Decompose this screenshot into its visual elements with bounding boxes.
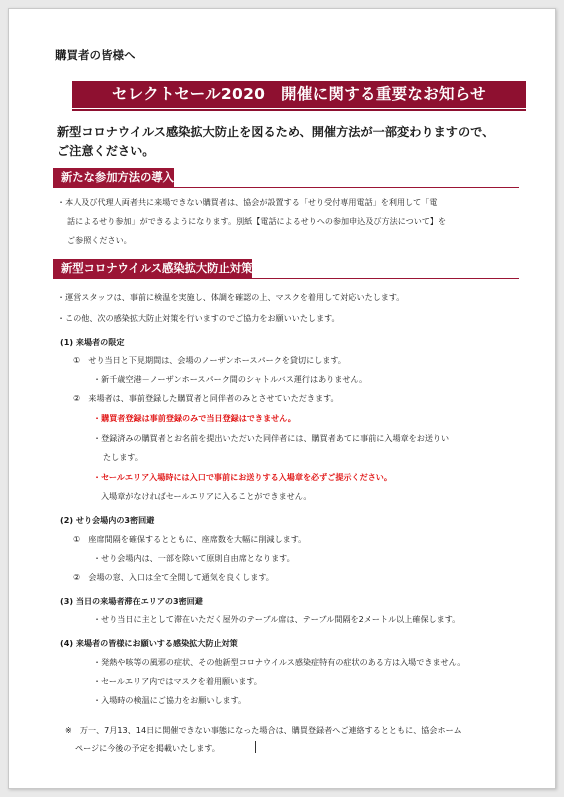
subsection-title: (1) 来場者の限定 (60, 337, 125, 347)
section2-lead-2: ・この他、次の感染拡大防止対策を行いますのでご協力をお願いいたします。 (57, 313, 340, 323)
list-item: 入場章がなければセールエリアに入ることができません。 (101, 491, 312, 501)
document-title: セレクトセール2020 開催に関する重要なお知らせ (112, 85, 486, 103)
list-item: ① せり当日と下見期間は、会場のノーザンホースパークを貸切にします。 (73, 355, 346, 365)
list-item: ・新千歳空港－ノーザンホースパーク間のシャトルバス運行はありません。 (93, 374, 368, 384)
subsection-title: (2) せり会場内の3密回避 (60, 515, 155, 525)
important-notice: ・セールエリア入場時には入口で事前にお送りする入場章を必ずご提示ください。 (93, 472, 392, 482)
subsection-title: (4) 来場者の皆様にお願いする感染拡大防止対策 (60, 638, 238, 648)
intro-line-1: 新型コロナウイルス感染拡大防止を図るため、開催方法が一部変わりますので、 (57, 125, 495, 139)
greeting: 購買者の皆様へ (55, 48, 136, 62)
notice-document (8, 8, 556, 789)
section-rule (53, 187, 519, 188)
subsection-title: (3) 当日の来場者滞在エリアの3密回避 (60, 596, 203, 606)
section-rule (53, 278, 519, 279)
list-item: ・発熱や咳等の風邪の症状、その他新型コロナウイルス感染症特有の症状のある方は入場できません。 (93, 657, 466, 667)
list-item: ・せり当日に主として滞在いただく屋外のテーブル席は、テーブル間隔を2メートル以上確保します。 (93, 614, 461, 624)
list-item: ・登録済みの購買者とお名前を提出いただいた同伴者には、購買者あてに事前に入場章をお送りい (93, 433, 450, 443)
footnote-line-1: ※ 万一、7月13、14日に開催できない事態になった場合は、購買登録者へご連絡するとともに、協会ホーム (65, 725, 462, 735)
list-item: ② 来場者は、事前登録した購買者と同伴者のみとさせていただきます。 (73, 393, 339, 403)
section1-line-3: ご参照ください。 (67, 235, 132, 245)
title-banner (72, 81, 526, 108)
section-heading-new-participation: 新たな参加方法の導入 (53, 168, 174, 187)
important-notice: ・購買者登録は事前登録のみで当日登録はできません。 (93, 413, 296, 423)
list-item: たします。 (103, 452, 143, 462)
intro-line-2: ご注意ください。 (57, 144, 155, 158)
footnote-line-2: ページに今後の予定を掲載いたします。 (75, 743, 220, 753)
list-item: ・入場時の検温にご協力をお願いします。 (93, 695, 247, 705)
text-cursor (255, 741, 256, 753)
list-item: ・せり会場内は、一部を除いて原則自由席となります。 (93, 553, 295, 563)
section1-line-2: 話によるせり参加」ができるようになります。別紙【電話によるせりへの参加申込及び方法について】を (67, 216, 447, 226)
list-item: ② 会場の窓、入口は全て全開して通気を良くします。 (73, 572, 274, 582)
list-item: ・セールエリア内ではマスクを着用願います。 (93, 676, 262, 686)
section-heading-infection-measures: 新型コロナウイルス感染拡大防止対策 (53, 259, 252, 278)
section2-lead-1: ・運営スタッフは、事前に検温を実施し、体調を確認の上、マスクを着用して対応いたします。 (57, 292, 405, 302)
list-item: ① 座席間隔を確保するとともに、座席数を大幅に削減します。 (73, 534, 307, 544)
section1-line-1: ・本人及び代理人両者共に来場できない購買者は、協会が設置する「せり受付専用電話」を利用して「電 (57, 197, 438, 207)
